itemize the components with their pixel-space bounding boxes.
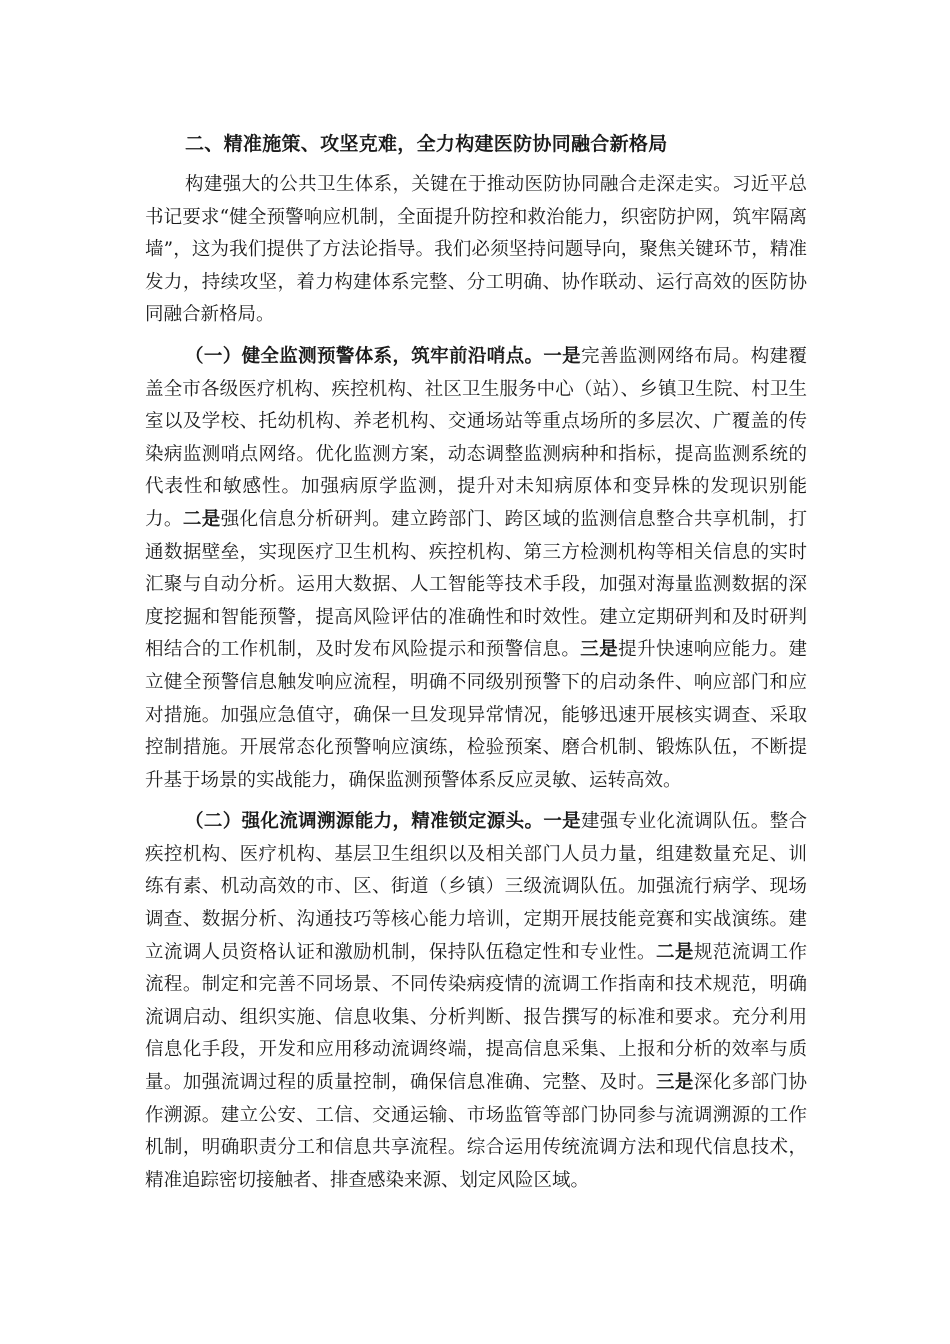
section-1-point-3-text: 提升快速响应能力。建立健全预警信息触发响应流程，明确不同级别预警下的启动条件、响应部门和应对措施。加强应急值守，确保一旦发现异常情况，能够迅速开展核实调查、采取控制措施。开展常态化预警响应演练，检验预案、磨合机制、锻炼队伍，不断提升基于场景的实战能力，确保监测预警体系反应灵敏、运转高效。 xyxy=(145,639,807,791)
section-1-point-1-label: 一是 xyxy=(543,345,582,367)
section-1-title: （一）健全监测预警体系，筑牢前沿哨点。 xyxy=(185,345,544,367)
section-1-point-2-label: 二是 xyxy=(182,508,221,530)
section-1-point-2-text: 强化信息分析研判。建立跨部门、跨区域的监测信息整合共享机制，打通数据壁垒，实现医疗卫生机构、疾控机构、第三方检测机构等相关信息的实时汇聚与自动分析。运用大数据、人工智能等技术手段，加强对海量监测数据的深度挖掘和智能预警，提高风险评估的准确性和时效性。建立定期研判和及时研判相结合的工作机制，及时发布风险提示和预警信息。 xyxy=(145,508,807,661)
section-2-title: （二）强化流调溯源能力，精准锁定源头。 xyxy=(185,811,544,833)
intro-paragraph: 构建强大的公共卫生体系，关键在于推动医防协同融合走深走实。习近平总书记要求“健全预警响应机制，全面提升防控和救治能力，织密防护网，筑牢隔离墙”，这为我们提供了方法论指导。我们必须坚持问题导向，聚焦关键环节，精准发力，持续攻坚，着力构建体系完整、分工明确、协作联动、运行高效的医防协同融合新格局。 xyxy=(145,174,807,326)
section-2-point-3-label: 三是 xyxy=(655,1072,694,1094)
section-1-paragraph xyxy=(145,341,807,797)
section-2-point-3-text: 深化多部门协作溯源。建立公安、工信、交通运输、市场监管等部门协同参与流调溯源的工作机制，明确职责分工和信息共享流程。综合运用传统流调方法和现代信息技术，精准追踪密切接触者、排查感染来源、划定风险区域。 xyxy=(145,1072,807,1191)
section-2-point-1-label: 一是 xyxy=(543,811,582,833)
section-2-point-2-text: 规范流调工作流程。制定和完善不同场景、不同传染病疫情的流调工作指南和技术规范，明确流调启动、组织实施、信息收集、分析判断、报告撰写的标准和要求。充分利用信息化手段，开发和应用移动流调终端，提高信息采集、上报和分析的效率与质量。加强流调过程的质量控制，确保信息准确、完整、及时。 xyxy=(145,941,807,1094)
section-heading: 二、精准施策、攻坚克难，全力构建医防协同融合新格局 xyxy=(185,133,668,155)
section-2-point-2-label: 二是 xyxy=(655,941,694,963)
section-2-point-1-text: 建强专业化流调队伍。整合疾控机构、医疗机构、基层卫生组织以及相关部门人员力量，组建数量充足、训练有素、机动高效的市、区、街道（乡镇）三级流调队伍。加强流行病学、现场调查、数据分析、沟通技巧等核心能力培训，定期开展技能竞赛和实战演练。建立流调人员资格认证和激励机制，保持队伍稳定性和专业性。 xyxy=(145,811,807,963)
document-page xyxy=(145,128,807,1197)
section-1-point-1-text: 完善监测网络布局。构建覆盖全市各级医疗机构、疾控机构、社区卫生服务中心（站）、乡镇卫生院、村卫生室以及学校、托幼机构、养老机构、交通场站等重点场所的多层次、广覆盖的传染病监测哨点网络。优化监测方案，动态调整监测病种和指标，提高监测系统的代表性和敏感性。加强病原学监测，提升对未知病原体和变异株的发现识别能力。 xyxy=(145,345,807,530)
section-1-point-3-label: 三是 xyxy=(580,639,619,661)
section-2-paragraph xyxy=(145,806,807,1197)
